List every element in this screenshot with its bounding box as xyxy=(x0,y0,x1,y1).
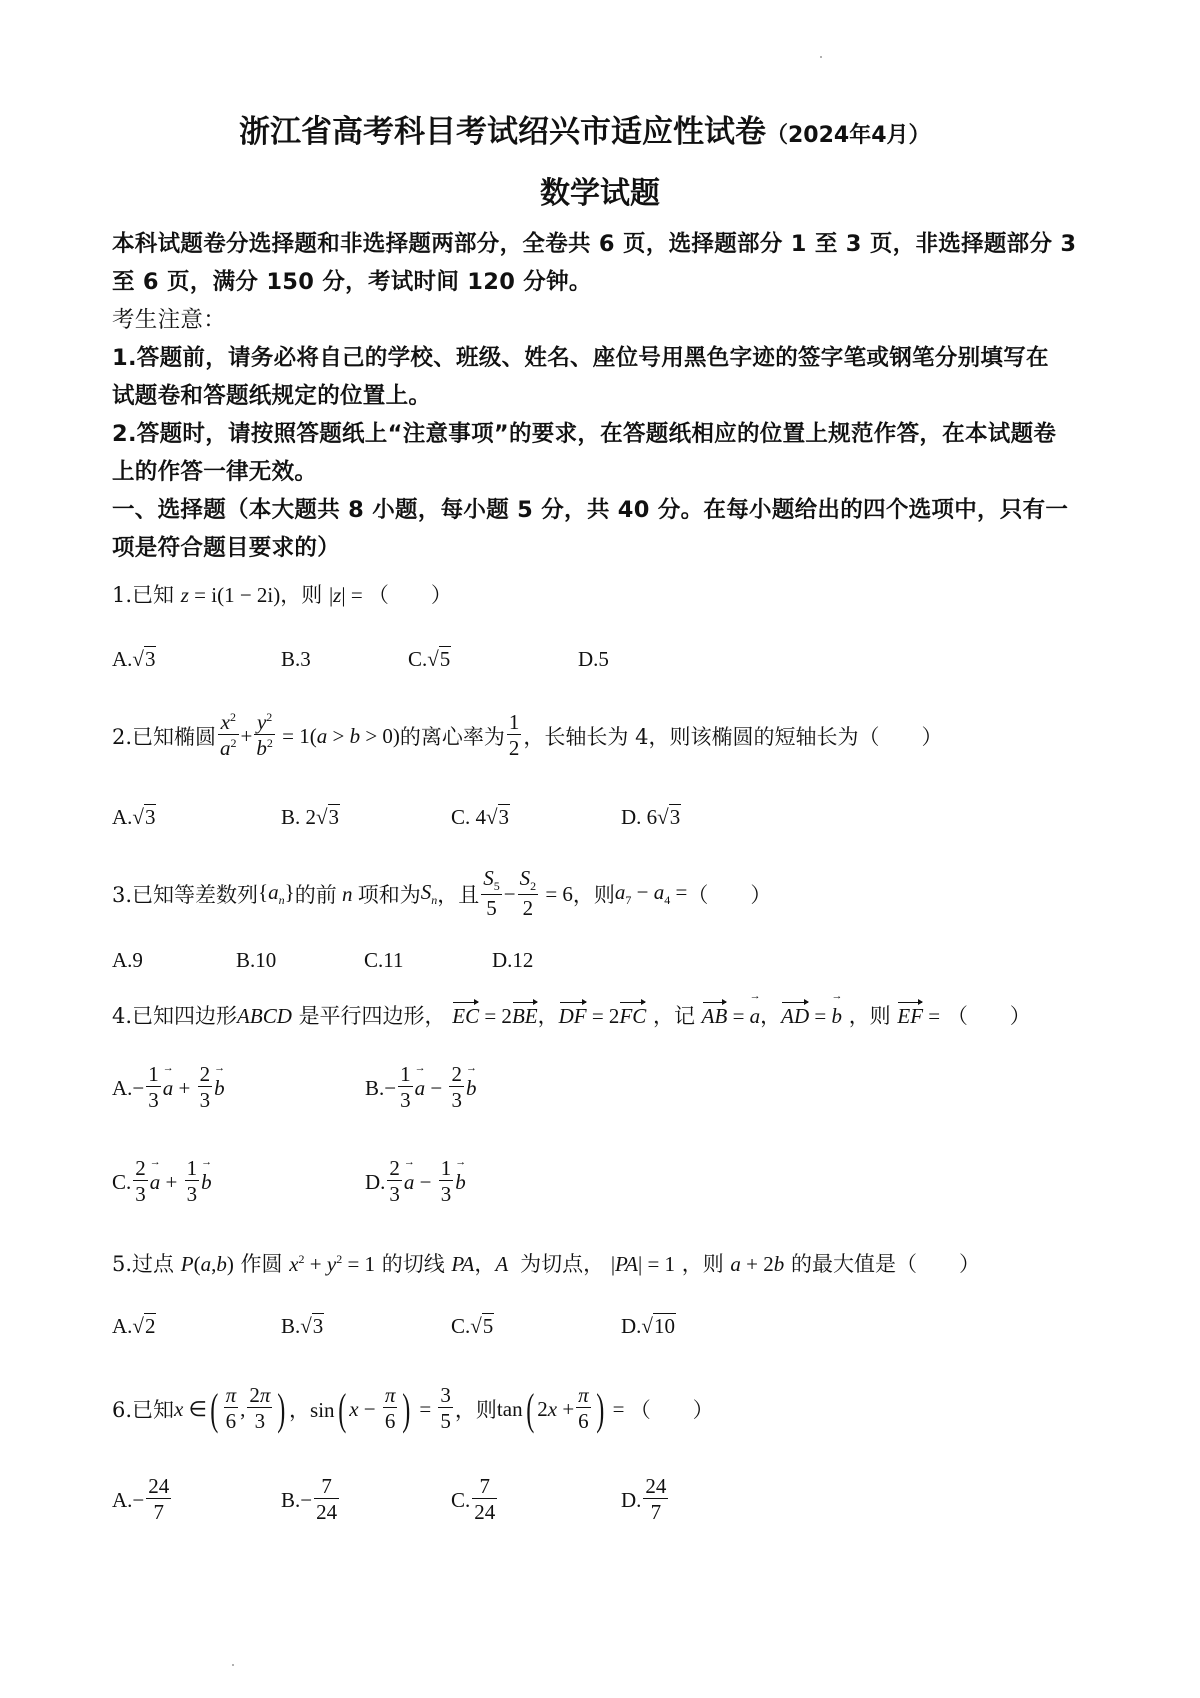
option-d[interactable]: D.12 xyxy=(492,948,534,972)
option-d[interactable]: D.√10 xyxy=(621,1314,675,1338)
intro-line: 至 6 页，满分 150 分，考试时间 120 分钟。 xyxy=(112,269,592,295)
question-4: 4.已知四边形ABCD 是平行四边形， EC = 2BE，DF = 2FC ，记 AB = a →，AD = b → ，则 EF = （ ） xyxy=(112,1000,1031,1030)
option-a[interactable]: A. − $\frac{1}{3}$ a → + $\frac{2}{3}$ b → xyxy=(112,1058,225,1118)
option-a[interactable]: A.√3 xyxy=(112,805,156,829)
scan-speck xyxy=(820,56,822,58)
option-c[interactable]: C. 2 3 a → + $\frac{1}{3}$ b → xyxy=(112,1152,212,1212)
option-b[interactable]: B.3 xyxy=(281,647,311,671)
option-c[interactable]: C. 7 24 xyxy=(451,1474,496,1525)
option-c[interactable]: C.√5 xyxy=(408,647,451,671)
question-2: 2.已知椭圆 $x^2$ $a^2$ + $\frac{y^2}{b^2}$ = 1(a > b > 0) 的离心率为 1 2 ，长轴长为 4，则该椭圆的短轴长为（ ） xyxy=(112,710,943,761)
notice-heading: 考生注意： xyxy=(112,307,227,333)
option-d[interactable]: D. 6√3 xyxy=(621,805,681,829)
section-heading: 一、选择题（本大题共 8 小题，每小题 5 分，共 40 分。在每小题给出的四个选项中，只有一 xyxy=(112,497,1069,523)
question-3: 3.已知等差数列 $\{a_n\}$ 的前 n 项和为 $S_n$ ，且 $S_5$ 5 − $\frac{S_2}{2}$ = 6 ，则 $a_7 - a_4$ = （ ） xyxy=(112,866,772,921)
intro-line: 本科试题卷分选择题和非选择题两部分，全卷共 6 页，选择题部分 1 至 3 页，非选择题部分 3 xyxy=(112,231,1077,257)
question-6: 6.已知 x ∈ ( π 6 , 2π 3 ) ，sin ( x − $\frac{\pi}{6}$ ) = $\frac{3}{5}$ ，则 tan ( 2x + $\frac{\pi}{6}$ ) = （ ） xyxy=(112,1383,714,1434)
question-1: 1.已知 z = i(1 − 2i)，则 |z| = （ ） xyxy=(112,583,452,607)
option-c[interactable]: C. 4√3 xyxy=(451,805,510,829)
option-a[interactable]: A.√2 xyxy=(112,1314,156,1338)
notice-line: 1.答题前，请务必将自己的学校、班级、姓名、座位号用黑色字迹的签字笔或钢笔分别填写在 xyxy=(112,345,1049,371)
notice-line: 2.答题时，请按照答题纸上“注意事项”的要求，在答题纸相应的位置上规范作答，在本试题卷 xyxy=(112,421,1057,447)
option-a[interactable]: A.√3 xyxy=(112,647,156,671)
option-b[interactable]: B.10 xyxy=(236,948,277,972)
option-c[interactable]: C.11 xyxy=(364,948,404,972)
option-b[interactable]: B. − $\frac{7}{24}$ xyxy=(281,1474,338,1525)
question-5: 5.过点 P(a,b) 作圆 $x^2 + y^2 = 1$ 的切线 PA，A 为切点， |PA| = 1 ，则 a + 2b 的最大值是（ ） xyxy=(112,1252,980,1276)
option-b[interactable]: B.√3 xyxy=(281,1314,324,1338)
option-a[interactable]: A. − $\frac{24}{7}$ xyxy=(112,1474,170,1525)
option-b[interactable]: B. 2√3 xyxy=(281,805,340,829)
scan-speck xyxy=(232,1664,234,1666)
notice-line: 试题卷和答题纸规定的位置上。 xyxy=(112,383,432,409)
notice-line: 上的作答一律无效。 xyxy=(112,459,318,485)
option-a[interactable]: A.9 xyxy=(112,948,143,972)
exam-title: 浙江省高考科目考试绍兴市适应性试卷（2024年4月） xyxy=(239,114,931,150)
option-b[interactable]: B. − $\frac{1}{3}$ a → − $\frac{2}{3}$ b → xyxy=(365,1058,476,1118)
option-d[interactable]: D. 2 3 a → − $\frac{1}{3}$ b → xyxy=(365,1152,466,1212)
option-d[interactable]: D. 24 7 xyxy=(621,1474,667,1525)
option-d[interactable]: D.5 xyxy=(578,647,609,671)
section-heading: 项是符合题目要求的） xyxy=(112,535,341,561)
page-title: 数学试题 xyxy=(540,176,660,211)
option-c[interactable]: C.√5 xyxy=(451,1314,494,1338)
